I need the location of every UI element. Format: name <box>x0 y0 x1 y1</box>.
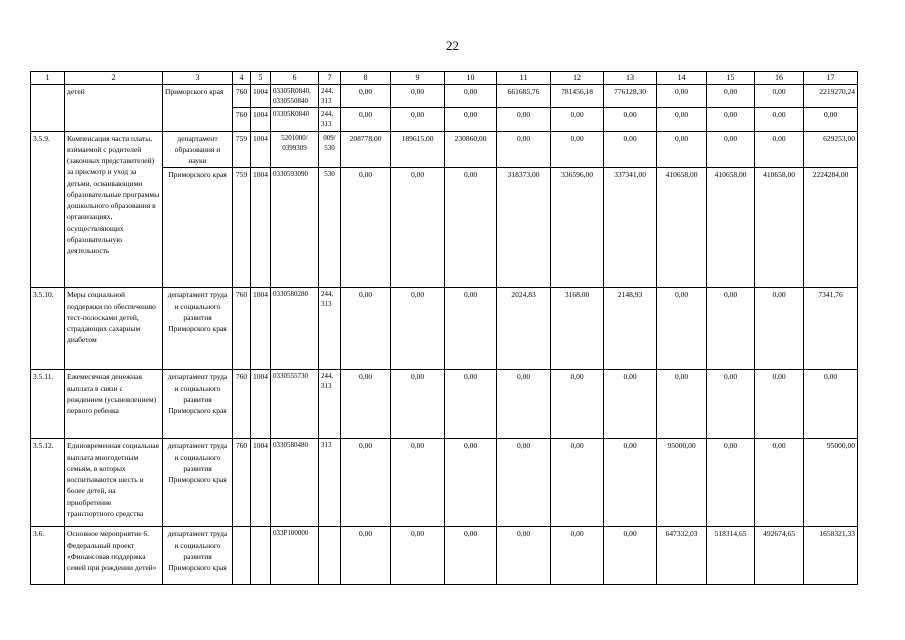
c5-cell: 1004 <box>251 168 271 288</box>
value-cell: 0,00 <box>551 108 604 131</box>
header-cell: 10 <box>445 72 497 85</box>
c7-cell: 244, 313 <box>319 85 341 108</box>
value-cell: 629253,00 <box>804 131 858 168</box>
value-cell: 0,00 <box>604 370 657 439</box>
value-cell: 0,00 <box>707 108 755 131</box>
value-cell: 0,00 <box>755 85 804 108</box>
table-row <box>31 288 858 370</box>
value-cell: 0,00 <box>604 439 657 527</box>
value-cell: 3168,00 <box>551 288 604 370</box>
c6-cell: 0330580280 <box>271 288 319 370</box>
value-cell: 0,00 <box>391 370 445 439</box>
c6-cell: 5201000/ 0399309 <box>271 131 319 168</box>
table-row <box>31 370 858 439</box>
c6-cell: 03305К0840 <box>271 108 319 131</box>
code-cell: 3.5.9. <box>31 131 65 288</box>
executor-cell: департамент труда и социального развития Приморского края <box>163 439 233 527</box>
name-cell: Единовременная социальная выплата многодетным семьям, в которых воспитываются шесть и более детей, на приобретение транспортного средства <box>65 439 163 527</box>
c7-cell: 244, 313 <box>319 288 341 370</box>
executor-cell: департамент труда и социального развития Приморского края <box>163 527 233 585</box>
value-cell: 0,00 <box>445 85 497 108</box>
c4-cell: 760 <box>233 288 251 370</box>
c4-cell: 760 <box>233 85 251 108</box>
code-cell: 3.5.11. <box>31 370 65 439</box>
header-cell: 7 <box>319 72 341 85</box>
c7-cell: 244, 313 <box>319 370 341 439</box>
executor-cell: департамент труда и социального развития Приморского края <box>163 288 233 370</box>
value-cell: 2148,93 <box>604 288 657 370</box>
value-cell: 1658321,33 <box>804 527 858 585</box>
value-cell: 0,00 <box>497 370 551 439</box>
value-cell: 318373,00 <box>497 168 551 288</box>
value-cell: 0,00 <box>755 288 804 370</box>
value-cell: 0,00 <box>755 439 804 527</box>
c5-cell: 1004 <box>251 288 271 370</box>
code-cell: 3.6. <box>31 527 65 585</box>
value-cell: 230860,00 <box>445 131 497 168</box>
value-cell: 0,00 <box>391 439 445 527</box>
c6-cell: 033P100000 <box>271 527 319 585</box>
value-cell: 0,00 <box>657 370 707 439</box>
value-cell: 0,00 <box>551 439 604 527</box>
c5-cell: 1004 <box>251 85 271 108</box>
value-cell: 0,00 <box>497 131 551 168</box>
value-cell: 0,00 <box>445 168 497 288</box>
value-cell: 0,00 <box>657 108 707 131</box>
c6-cell: 03305R0840, 0330550840 <box>271 85 319 108</box>
value-cell: 0,00 <box>445 527 497 585</box>
table-row <box>31 85 858 108</box>
value-cell: 781456,18 <box>551 85 604 108</box>
header-cell: 3 <box>163 72 233 85</box>
header-cell: 15 <box>707 72 755 85</box>
c4-cell: 759 <box>233 168 251 288</box>
code-cell <box>31 85 65 132</box>
c5-cell: 1004 <box>251 439 271 527</box>
value-cell: 661685,76 <box>497 85 551 108</box>
page-number: 22 <box>446 38 459 53</box>
value-cell: 0,00 <box>341 288 391 370</box>
value-cell: 0,00 <box>707 288 755 370</box>
name-cell: детей <box>65 85 163 132</box>
name-cell: Основное мероприятие 6. Федеральный проект «Финансовая поддержка семей при рождении детей» <box>65 527 163 585</box>
value-cell: 2219270,24 <box>804 85 858 108</box>
c4-cell <box>233 527 251 585</box>
c6-cell: 0330580480 <box>271 439 319 527</box>
value-cell: 0,00 <box>341 527 391 585</box>
c7-cell <box>319 527 341 585</box>
value-cell: 95000,00 <box>804 439 858 527</box>
value-cell: 0,00 <box>707 439 755 527</box>
table-row <box>31 131 858 168</box>
value-cell: 0,00 <box>341 439 391 527</box>
value-cell: 0,00 <box>551 370 604 439</box>
c5-cell: 1004 <box>251 131 271 168</box>
header-cell: 12 <box>551 72 604 85</box>
budget-table <box>30 71 858 585</box>
value-cell: 0,00 <box>604 527 657 585</box>
value-cell: 208778,00 <box>341 131 391 168</box>
c4-cell: 760 <box>233 439 251 527</box>
value-cell: 0,00 <box>497 439 551 527</box>
value-cell: 0,00 <box>707 85 755 108</box>
header-cell: 9 <box>391 72 445 85</box>
header-cell: 6 <box>271 72 319 85</box>
header-row <box>31 72 858 85</box>
c7-cell: 009/ 530 <box>319 131 341 168</box>
value-cell: 0,00 <box>755 370 804 439</box>
value-cell: 2024,83 <box>497 288 551 370</box>
value-cell: 0,00 <box>391 288 445 370</box>
header-cell: 4 <box>233 72 251 85</box>
value-cell: 0,00 <box>551 131 604 168</box>
code-cell: 3.5.12. <box>31 439 65 527</box>
table-row <box>31 527 858 585</box>
value-cell: 0,00 <box>391 85 445 108</box>
value-cell: 0,00 <box>657 288 707 370</box>
c5-cell: 1004 <box>251 108 271 131</box>
value-cell: 410658,00 <box>755 168 804 288</box>
value-cell: 95000,00 <box>657 439 707 527</box>
header-cell: 5 <box>251 72 271 85</box>
code-cell: 3.5.10. <box>31 288 65 370</box>
c6-cell: 0330593090 <box>271 168 319 288</box>
value-cell: 0,00 <box>445 370 497 439</box>
value-cell: 0,00 <box>391 168 445 288</box>
c5-cell: 1004 <box>251 370 271 439</box>
executor-cell: департамент труда и социального развития Приморского края <box>163 370 233 439</box>
value-cell: 0,00 <box>604 131 657 168</box>
c4-cell: 760 <box>233 370 251 439</box>
value-cell: 0,00 <box>341 370 391 439</box>
value-cell: 0,00 <box>341 108 391 131</box>
value-cell: 0,00 <box>391 527 445 585</box>
c4-cell: 760 <box>233 108 251 131</box>
table-row <box>31 439 858 527</box>
c5-cell <box>251 527 271 585</box>
c7-cell: 313 <box>319 439 341 527</box>
value-cell: 0,00 <box>707 370 755 439</box>
header-cell: 8 <box>341 72 391 85</box>
value-cell: 410658,00 <box>707 168 755 288</box>
value-cell: 0,00 <box>445 288 497 370</box>
c4-cell: 759 <box>233 131 251 168</box>
executor-cell: Приморского края <box>163 85 233 132</box>
value-cell: 336596,00 <box>551 168 604 288</box>
value-cell: 0,00 <box>497 108 551 131</box>
value-cell: 0,00 <box>804 108 858 131</box>
executor-cell: Приморского края <box>163 168 233 288</box>
name-cell: Ежемесячная денежная выплата в связи с рождением (усыновлением) первого ребенка <box>65 370 163 439</box>
value-cell: 0,00 <box>657 85 707 108</box>
c7-cell: 244, 313 <box>319 108 341 131</box>
value-cell: 0,00 <box>657 131 707 168</box>
value-cell: 189615,00 <box>391 131 445 168</box>
header-cell: 16 <box>755 72 804 85</box>
c6-cell: 0330555730 <box>271 370 319 439</box>
value-cell: 410658,00 <box>657 168 707 288</box>
value-cell: 7341,76 <box>804 288 858 370</box>
c7-cell: 530 <box>319 168 341 288</box>
value-cell: 0,00 <box>707 131 755 168</box>
header-cell: 17 <box>804 72 858 85</box>
value-cell: 0,00 <box>551 527 604 585</box>
value-cell: 0,00 <box>445 439 497 527</box>
header-cell: 14 <box>657 72 707 85</box>
header-cell: 1 <box>31 72 65 85</box>
value-cell: 0,00 <box>755 131 804 168</box>
header-cell: 13 <box>604 72 657 85</box>
value-cell: 518314,65 <box>707 527 755 585</box>
value-cell: 0,00 <box>445 108 497 131</box>
header-cell: 2 <box>65 72 163 85</box>
value-cell: 2224284,00 <box>804 168 858 288</box>
value-cell: 0,00 <box>341 85 391 108</box>
header-cell: 11 <box>497 72 551 85</box>
value-cell: 776128,30 <box>604 85 657 108</box>
value-cell: 0,00 <box>391 108 445 131</box>
value-cell: 0,00 <box>804 370 858 439</box>
value-cell: 0,00 <box>497 527 551 585</box>
value-cell: 647332,03 <box>657 527 707 585</box>
value-cell: 0,00 <box>755 108 804 131</box>
executor-cell: департамент образования и науки <box>163 131 233 168</box>
value-cell: 492674,65 <box>755 527 804 585</box>
value-cell: 0,00 <box>604 108 657 131</box>
name-cell: Компенсация части платы, взимаемой с родителей (законных представителей) за присмотр и уход за детьми, осваивающими образовательные программы дошкольного образования в организациях, осуществляющих образовательную деятельность <box>65 131 163 288</box>
name-cell: Меры социальной поддержки по обеспечению тест-полосками детей, страдающих сахарным диабетом <box>65 288 163 370</box>
value-cell: 337341,00 <box>604 168 657 288</box>
value-cell: 0,00 <box>341 168 391 288</box>
